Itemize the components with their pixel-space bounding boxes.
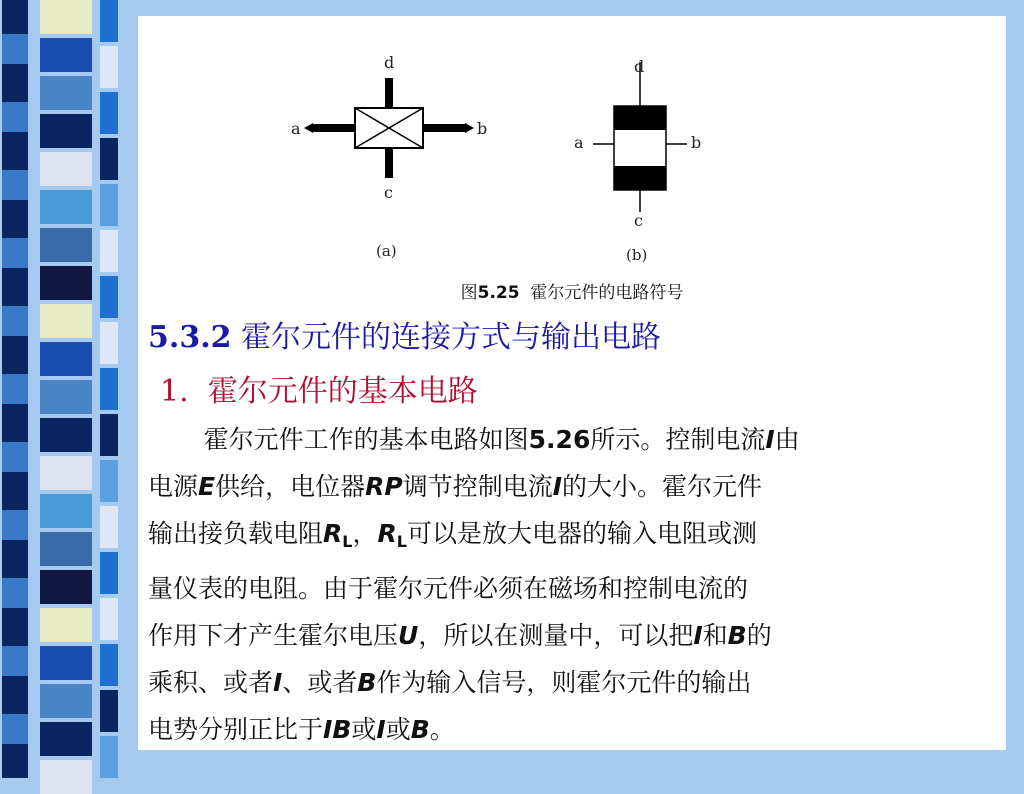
strip-block	[40, 494, 92, 528]
subsection-title: 霍尔元件的基本电路	[207, 374, 478, 409]
text-span: 的	[746, 621, 772, 650]
strip-block	[100, 138, 118, 180]
strip-block	[40, 342, 92, 376]
label-a-c: c	[384, 183, 393, 202]
strip-block	[100, 414, 118, 456]
symbol-B: B	[410, 715, 430, 744]
strip-block	[40, 0, 92, 34]
strip-block	[100, 230, 118, 272]
strip-block	[100, 736, 118, 778]
paragraph-line-5	[148, 612, 998, 659]
figure-ref: 5.26	[528, 425, 591, 454]
slide-panel	[138, 16, 1006, 750]
paragraph-line-6	[148, 659, 998, 706]
strip-block	[100, 322, 118, 364]
text-span: 乘积、或者	[148, 668, 274, 697]
strip-block	[2, 476, 28, 506]
text-span: 由	[774, 425, 800, 454]
caption-number: 5.25	[477, 283, 520, 303]
strip-block	[2, 510, 28, 540]
text-span: 的大小。霍尔元件	[562, 472, 763, 501]
text-span: 作为输入信号，则霍尔元件的输出	[376, 668, 752, 697]
strip-block	[2, 34, 28, 64]
subscript-L: L	[396, 532, 407, 551]
subsection-number: 1.	[160, 374, 189, 409]
strip-block	[2, 374, 28, 404]
strip-block	[2, 0, 28, 30]
section-title: 霍尔元件的连接方式与输出电路	[241, 320, 662, 355]
strip-block	[2, 612, 28, 642]
symbol-I: I	[552, 472, 563, 501]
paragraph-line-7	[148, 706, 998, 753]
strip-block	[2, 170, 28, 200]
text-span: 输出接负载电阻	[148, 519, 324, 548]
strip-block	[100, 368, 118, 410]
strip-block	[40, 38, 92, 72]
strip-block	[100, 690, 118, 732]
strip-block	[2, 714, 28, 744]
text-span: 电源	[148, 472, 199, 501]
subsection-heading	[160, 366, 478, 410]
strip-block	[2, 442, 28, 472]
strip-block	[2, 578, 28, 608]
text-span: 。	[429, 715, 455, 744]
strip-block	[100, 0, 118, 42]
text-span: 霍尔元件工作的基本电路如图	[203, 425, 529, 454]
caption-text: 霍尔元件的电路符号	[530, 283, 684, 303]
strip-block	[100, 506, 118, 548]
strip-block	[2, 680, 28, 710]
label-b-c: c	[634, 211, 643, 230]
strip-block	[2, 272, 28, 302]
strip-block	[2, 748, 28, 778]
section-number: 5.3.2	[148, 320, 232, 355]
symbol-IB: IB	[323, 715, 352, 744]
strip-block	[40, 760, 92, 794]
strip-block	[100, 460, 118, 502]
paragraph-line-2	[148, 463, 998, 510]
strip-block	[40, 722, 92, 756]
strip-block	[100, 184, 118, 226]
symbol-I: I	[693, 621, 703, 650]
strip-block	[100, 598, 118, 640]
label-a-a: a	[291, 119, 301, 138]
strip-block	[2, 408, 28, 438]
strip-block	[100, 92, 118, 134]
paragraph-line-1	[148, 416, 998, 463]
symbol-I: I	[273, 668, 283, 697]
symbol-U: U	[398, 621, 419, 650]
strip-block	[2, 136, 28, 166]
strip-block	[40, 76, 92, 110]
strip-block	[40, 608, 92, 642]
text-span: 调节控制电流	[402, 472, 553, 501]
text-span: ，	[352, 519, 378, 548]
symbol-I: I	[376, 715, 386, 744]
symbol-B: B	[727, 621, 747, 650]
subfigure-label-b: (b)	[626, 246, 648, 264]
paragraph-line-4	[148, 565, 998, 612]
strip-block	[2, 340, 28, 370]
strip-block	[40, 114, 92, 148]
symbol-R: R	[323, 519, 343, 548]
symbol-I: I	[765, 425, 775, 454]
strip-block	[2, 646, 28, 676]
strip-block	[40, 228, 92, 262]
strip-block	[40, 418, 92, 452]
decorative-side-strip	[0, 0, 120, 768]
symbol-R: R	[377, 519, 397, 548]
strip-block	[40, 380, 92, 414]
strip-block	[40, 190, 92, 224]
strip-block	[2, 238, 28, 268]
text-span: 电势分别正比于	[148, 715, 324, 744]
strip-block	[100, 552, 118, 594]
symbol-E: E	[198, 472, 216, 501]
strip-block	[40, 570, 92, 604]
text-span: 和	[702, 621, 728, 650]
strip-block	[40, 304, 92, 338]
strip-block	[40, 152, 92, 186]
strip-block	[40, 266, 92, 300]
strip-block	[100, 46, 118, 88]
symbol-B: B	[357, 668, 377, 697]
subfigure-label-a: (a)	[376, 242, 397, 260]
text-span: ，所以在测量中，可以把	[418, 621, 694, 650]
label-b-d: d	[634, 57, 645, 76]
label-a-d: d	[384, 53, 395, 72]
subscript-L: L	[342, 532, 353, 551]
label-b-a: a	[574, 133, 584, 152]
strip-block	[40, 456, 92, 490]
caption-prefix: 图	[460, 283, 478, 303]
strip-block	[40, 532, 92, 566]
hall-symbol-a	[304, 78, 474, 178]
label-a-b: b	[477, 119, 488, 138]
symbol-RP: RP	[365, 472, 403, 501]
label-b-b: b	[691, 133, 702, 152]
text-span: 、或者	[282, 668, 358, 697]
text-span: 或	[385, 715, 411, 744]
strip-block	[2, 306, 28, 336]
section-heading	[148, 312, 661, 356]
strip-block	[2, 68, 28, 98]
text-span: 供给，电位器	[215, 472, 366, 501]
hall-element-symbol-figure	[278, 46, 718, 286]
strip-block	[2, 204, 28, 234]
body-paragraph	[148, 416, 998, 753]
strip-block	[40, 646, 92, 680]
strip-block	[100, 644, 118, 686]
paragraph-line-3	[148, 510, 998, 565]
strip-block	[40, 684, 92, 718]
strip-block	[2, 544, 28, 574]
hall-symbol-b	[593, 62, 687, 212]
text-span: 所示。控制电流	[590, 425, 766, 454]
text-span: 作用下才产生霍尔电压	[148, 621, 399, 650]
text-span: 量仪表的电阻。由于霍尔元件必须在磁场和控制电流的	[148, 574, 749, 603]
strip-block	[2, 102, 28, 132]
strip-block	[100, 276, 118, 318]
text-span: 可以是放大电器的输入电阻或测	[406, 519, 757, 548]
figure-caption	[138, 278, 1006, 303]
text-span: 或	[351, 715, 377, 744]
